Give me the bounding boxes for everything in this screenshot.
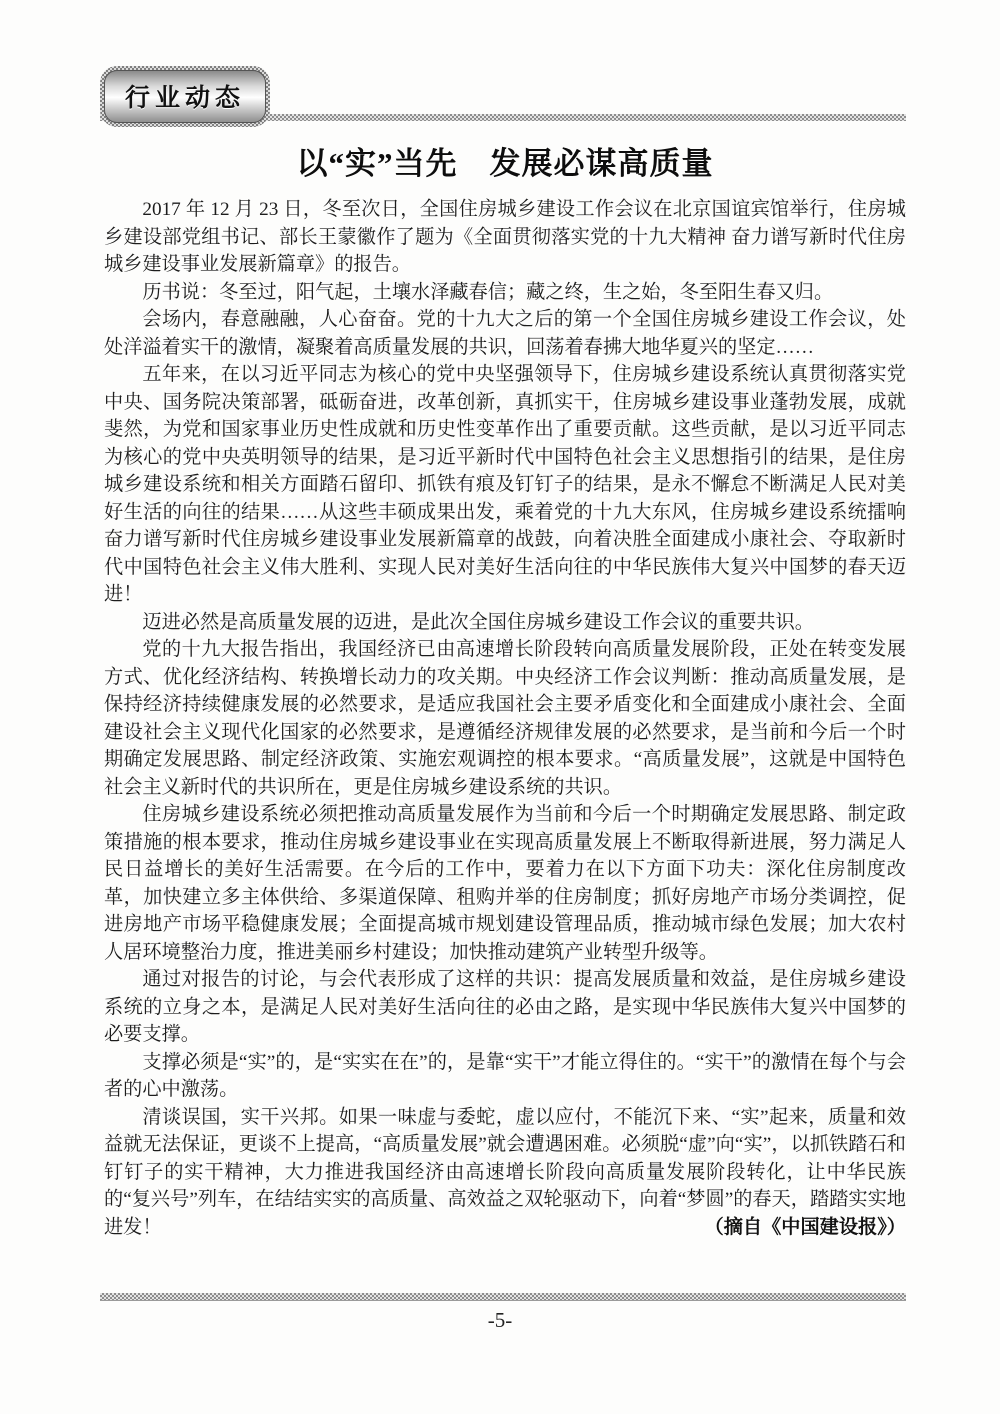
body-paragraph: [104, 1104, 906, 1242]
body-paragraph: 五年来，在以习近平同志为核心的党中央坚强领导下，住房城乡建设系统认真贯彻落实党中央、国务院决策部署，砥砺奋进，改革创新，真抓实干，住房城乡建设事业蓬勃发展，成就斐然，为党和国家事业历史性成就和历史性变革作出了重要贡献。这些贡献，是以习近平同志为核心的党中央英明领导的结果，是习近平新时代中国特色社会主义思想指引的结果，是住房城乡建设系统和相关方面踏石留印、抓铁有痕及钉钉子的结果，是永不懈怠不断满足人民对美好生活的向往的结果……从这些丰硕成果出发，乘着党的十九大东风，住房城乡建设系统擂响奋力谱写新时代住房城乡建设事业发展新篇章的战鼓，向着决胜全面建成小康社会、夺取新时代中国特色社会主义伟大胜利、实现人民对美好生活向往的中华民族伟大复兴中国梦的春天迈进！: [104, 364, 906, 605]
body-paragraph: 住房城乡建设系统必须把推动高质量发展作为当前和今后一个时期确定发展思路、制定政策措施的根本要求，推动住房城乡建设事业在实现高质量发展上不断取得新进展，努力满足人民日益增长的美好生活需要。在今后的工作中，要着力在以下方面下功夫：深化住房制度改革，加快建立多主体供给、多渠道保障、租购并举的住房制度；抓好房地产市场分类调控，促进房地产市场平稳健康发展；全面提高城市规划建设管理品质，推动城市绿色发展；加大农村人居环境整治力度，推进美丽乡村建设；加快推动建筑产业转型升级等。: [104, 804, 906, 963]
footer-rule: [100, 1293, 906, 1301]
body-paragraph: 历书说：冬至过，阳气起，土壤水泽藏春信；藏之终，生之始，冬至阳生春又归。: [142, 281, 834, 303]
page-number: -5-: [487, 1308, 513, 1332]
body-paragraph: 2017 年 12 月 23 日，冬至次日，全国住房城乡建设工作会议在北京国谊宾馆举行，住房城乡建设部党组书记、部长王蒙徽作了题为《全面贯彻落实党的十九大精神 奋力谱写新时代住房城乡建设事业发展新篇章》的报告。: [104, 199, 906, 275]
paragraph-text: 清谈误国，实干兴邦。如果一味虚与委蛇，虚以应付，不能沉下来、“实”起来，质量和效益就无法保证，更谈不上提高，“高质量发展”就会遭遇困难。必须脱“虚”向“实”，以抓铁踏石和钉钉子的实干精神，大力推进我国经济由高速增长阶段向高质量发展阶段转化，让中华民族的“复兴号”列车，在结结实实的高质量、高效益之双轮驱动下，向着“梦圆”的春天，踏踏实实地进发！: [104, 1106, 906, 1238]
section-badge-label: 行业动态: [125, 84, 246, 112]
attribution: （摘自《中国建设报》）: [704, 1216, 906, 1238]
body-paragraph: 迈进必然是高质量发展的迈进，是此次全国住房城乡建设工作会议的重要共识。: [142, 611, 814, 633]
article-title: 以“实”当先 发展必谋高质量: [296, 146, 714, 181]
article: [104, 138, 906, 1241]
body-paragraph: 会场内，春意融融，人心奋奋。党的十九大之后的第一个全国住房城乡建设工作会议，处处洋溢着实干的激情，凝聚着高质量发展的共识，回荡着春拂大地华夏兴的坚定……: [104, 309, 906, 358]
section-badge: [100, 66, 270, 127]
body-paragraph: 党的十九大报告指出，我国经济已由高速增长阶段转向高质量发展阶段，正处在转变发展方式、优化经济结构、转换增长动力的攻关期。中央经济工作会议判断：推动高质量发展，是保持经济持续健康发展的必然要求，是适应我国社会主要矛盾变化和全面建成小康社会、全面建设社会主义现代化国家的必然要求，是遵循经济规律发展的必然要求，是当前和今后一个时期确定发展思路、制定经济政策、实施宏观调控的根本要求。“高质量发展”，这就是中国特色社会主义新时代的共识所在，更是住房城乡建设系统的共识。: [104, 639, 906, 798]
body-paragraph: 支撑必须是“实”的，是“实实在在”的，是靠“实干”才能立得住的。“实干”的激情在每个与会者的心中激荡。: [104, 1051, 906, 1100]
body-paragraph: 通过对报告的讨论，与会代表形成了这样的共识：提高发展质量和效益，是住房城乡建设系统的立身之本，是满足人民对美好生活向往的必由之路，是实现中华民族伟大复兴中国梦的必要支撑。: [104, 969, 906, 1045]
section-badge-capsule: [104, 70, 266, 123]
